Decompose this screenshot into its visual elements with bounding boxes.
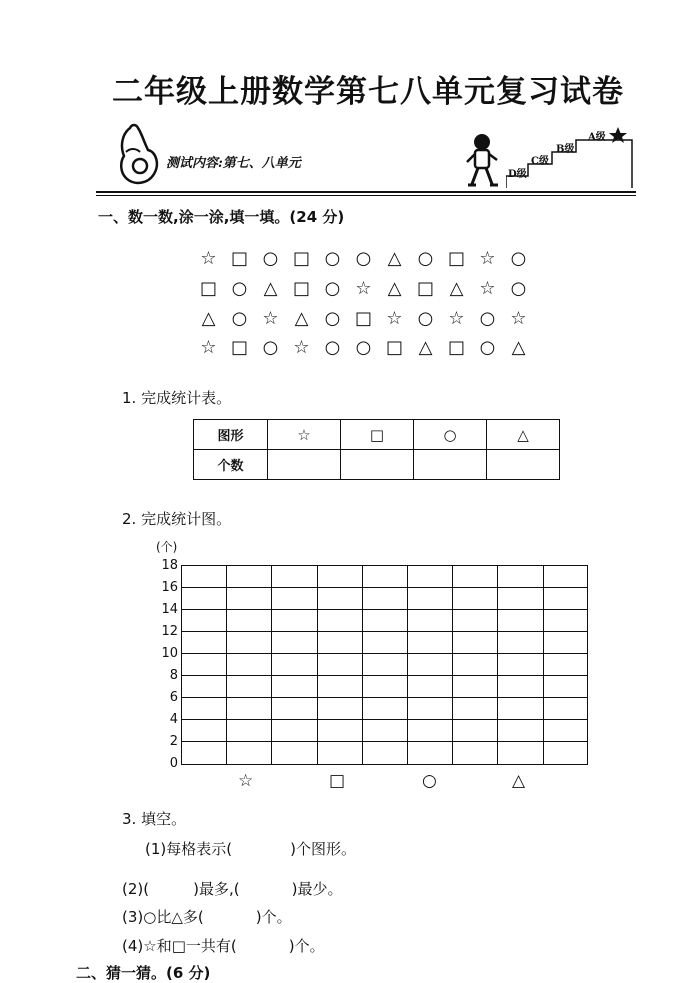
level-c: C级 xyxy=(531,156,549,167)
x-label-triangle: △ xyxy=(512,771,526,791)
level-d: D级 xyxy=(508,169,527,180)
symbol: △ xyxy=(294,308,309,329)
chart-unit: (个) xyxy=(156,540,178,554)
symbol: ○ xyxy=(324,308,341,329)
q3-item-2-mid: )最多,( xyxy=(193,880,240,898)
symbol: ☆ xyxy=(355,278,372,299)
symbol: □ xyxy=(199,278,217,299)
symbol: ☆ xyxy=(386,308,403,329)
symbol: ☆ xyxy=(262,308,279,329)
symbol-row-1 xyxy=(193,249,534,269)
symbol: △ xyxy=(387,278,402,299)
symbol: △ xyxy=(418,337,433,358)
symbol: △ xyxy=(387,248,402,269)
y-tick: 14 xyxy=(161,602,178,617)
symbol: ☆ xyxy=(200,248,217,269)
ok-hand-icon xyxy=(112,122,166,188)
q3-item-1-post: )个图形。 xyxy=(290,840,356,858)
table-shape-star: ☆ xyxy=(268,420,341,450)
symbol: ○ xyxy=(324,278,341,299)
q2-label: 2. 完成统计图。 xyxy=(122,510,232,528)
x-label-star: ☆ xyxy=(238,771,254,791)
symbol: □ xyxy=(292,248,310,269)
symbol-row-2 xyxy=(193,279,534,299)
table-shape-square: □ xyxy=(341,420,414,450)
symbol: □ xyxy=(292,278,310,299)
page-title: 二年级上册数学第七八单元复习试卷 xyxy=(112,74,624,110)
symbol: □ xyxy=(447,248,465,269)
symbol: ☆ xyxy=(510,308,527,329)
symbol: △ xyxy=(263,278,278,299)
q3-item-2 xyxy=(122,878,342,899)
symbol: ☆ xyxy=(448,308,465,329)
symbol: ○ xyxy=(479,337,496,358)
symbol: ○ xyxy=(479,308,496,329)
symbol-row-4 xyxy=(193,338,534,358)
table-header-shape: 图形 xyxy=(194,420,268,450)
level-stairs xyxy=(506,124,634,190)
table-header-count: 个数 xyxy=(194,450,268,480)
q3-item-3 xyxy=(122,906,292,927)
symbol: ○ xyxy=(355,337,372,358)
q3-item-3-pre: (3)○比△多( xyxy=(122,908,204,926)
y-tick: 0 xyxy=(169,756,178,771)
symbol: △ xyxy=(511,337,526,358)
y-tick: 8 xyxy=(169,668,178,683)
y-tick: 6 xyxy=(169,690,178,705)
q3-item-1-pre: (1)每格表示( xyxy=(145,840,233,858)
q3-item-2-pre: (2)( xyxy=(122,880,150,898)
y-tick: 12 xyxy=(161,624,178,639)
symbol: ○ xyxy=(231,308,248,329)
x-label-square: □ xyxy=(329,771,346,791)
symbol: ○ xyxy=(324,337,341,358)
banner-divider xyxy=(96,191,636,193)
level-a: A级 xyxy=(588,132,606,143)
y-tick: 16 xyxy=(161,580,178,595)
level-b: B级 xyxy=(556,144,575,155)
symbol: ☆ xyxy=(293,337,310,358)
symbol: ○ xyxy=(510,248,527,269)
symbol: ☆ xyxy=(479,248,496,269)
y-tick: 10 xyxy=(161,646,178,661)
count-cell-star[interactable] xyxy=(268,450,341,480)
symbol: ☆ xyxy=(479,278,496,299)
chart-grid[interactable] xyxy=(181,565,591,769)
symbol: □ xyxy=(385,337,403,358)
count-cell-square[interactable] xyxy=(341,450,414,480)
count-cell-triangle[interactable] xyxy=(487,450,560,480)
running-kid-icon xyxy=(462,130,502,190)
symbol: □ xyxy=(230,248,248,269)
symbol: △ xyxy=(201,308,216,329)
symbol: □ xyxy=(354,308,372,329)
y-tick: 4 xyxy=(169,712,178,727)
symbol: ○ xyxy=(355,248,372,269)
q3-item-4-post: )个。 xyxy=(288,937,325,955)
q3-item-4-pre: (4)☆和□一共有( xyxy=(122,937,237,955)
test-content: 测试内容:第七、八单元 xyxy=(166,156,301,171)
symbol: ○ xyxy=(324,248,341,269)
section2-heading: 二、猜一猜。(6 分) xyxy=(76,964,211,982)
symbol: ○ xyxy=(262,337,279,358)
symbol: ○ xyxy=(262,248,279,269)
symbol: ☆ xyxy=(200,337,217,358)
q3-item-1 xyxy=(145,838,356,859)
symbol: □ xyxy=(416,278,434,299)
symbol: ○ xyxy=(417,308,434,329)
symbol: □ xyxy=(447,337,465,358)
y-tick: 2 xyxy=(169,734,178,749)
banner-divider-thin xyxy=(96,195,636,196)
symbol: △ xyxy=(449,278,464,299)
q3-item-3-post: )个。 xyxy=(255,908,292,926)
symbol-row-3 xyxy=(193,309,534,329)
q3-item-2-post: )最少。 xyxy=(291,880,343,898)
symbol: ○ xyxy=(417,248,434,269)
section1-heading: 一、数一数,涂一涂,填一填。(24 分) xyxy=(98,208,345,226)
table-shape-circle: ○ xyxy=(414,420,487,450)
symbol: ○ xyxy=(510,278,527,299)
count-cell-circle[interactable] xyxy=(414,450,487,480)
x-label-circle: ○ xyxy=(422,771,437,791)
y-tick: 18 xyxy=(161,558,178,573)
q3-label: 3. 填空。 xyxy=(122,810,187,828)
q3-item-4 xyxy=(122,935,325,956)
statistics-table xyxy=(193,419,560,480)
table-shape-triangle: △ xyxy=(487,420,560,450)
symbol: □ xyxy=(230,337,248,358)
symbol: ○ xyxy=(231,278,248,299)
q1-label: 1. 完成统计表。 xyxy=(122,389,232,407)
